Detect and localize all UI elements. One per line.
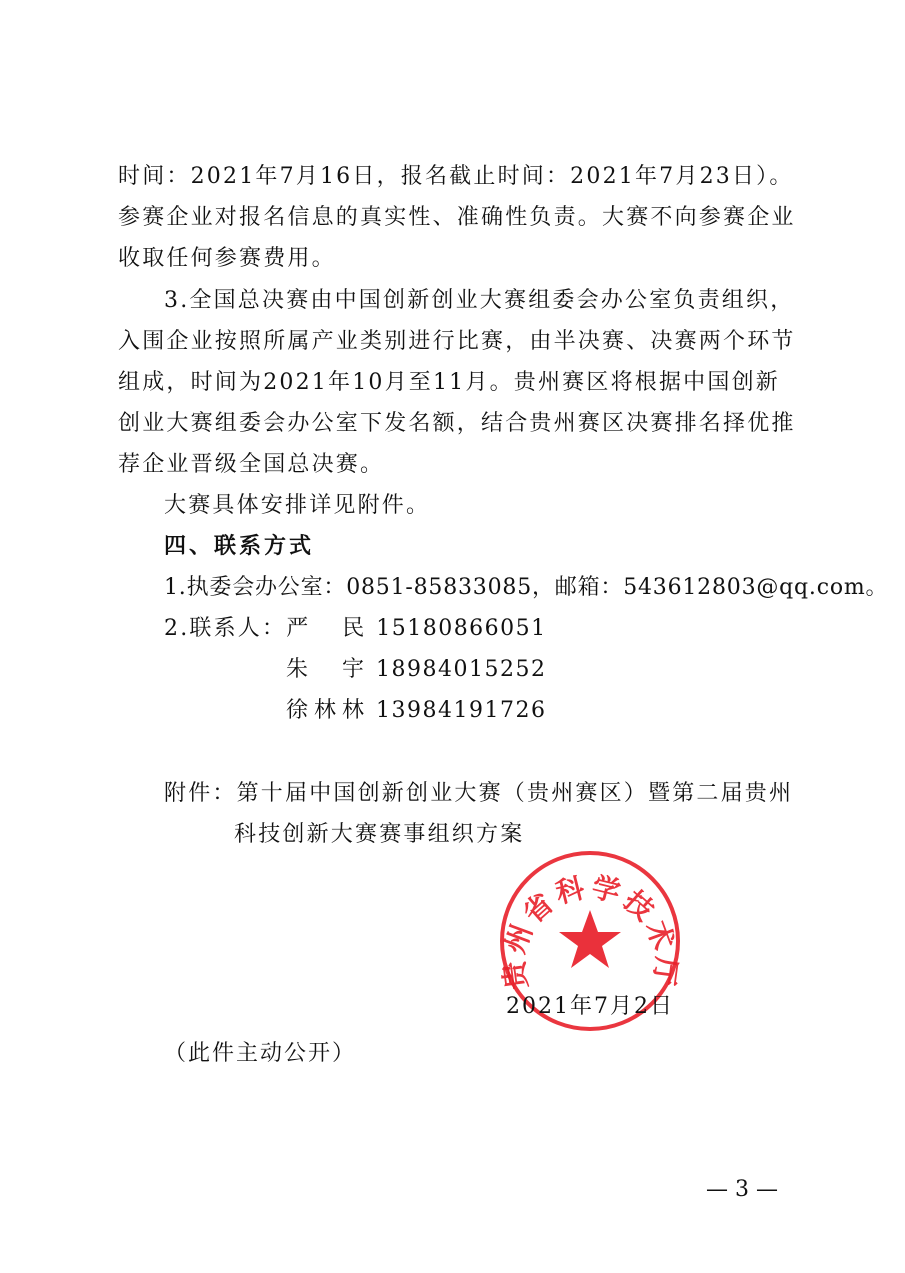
contact-name: 徐林林 bbox=[286, 698, 371, 723]
attachment-line: 科技创新大赛赛事组织方案 bbox=[234, 822, 525, 847]
paragraph-line: 时间：2021年7月16日，报名截止时间：2021年7月23日）。 bbox=[118, 164, 794, 189]
paragraph-line: 参赛企业对报名信息的真实性、准确性负责。大赛不向参赛企业 bbox=[118, 205, 796, 230]
paragraph-line: 组成，时间为2021年10月至11月。贵州赛区将根据中国创新 bbox=[118, 370, 780, 395]
seal-star-icon bbox=[559, 910, 621, 968]
attachment-line: 附件：第十届中国创新创业大赛（贵州赛区）暨第二届贵州 bbox=[164, 781, 794, 806]
contact-row bbox=[286, 656, 546, 684]
disclosure-note: （此件主动公开） bbox=[164, 1041, 357, 1066]
office-contact-line: 1.执委会办公室：0851-85833085，邮箱：543612803@qq.com。 bbox=[164, 575, 889, 600]
contact-row bbox=[164, 615, 547, 643]
section-heading: 四、联系方式 bbox=[164, 534, 315, 559]
contact-name: 朱 宇 bbox=[286, 657, 371, 682]
page-number: — 3 — bbox=[706, 1177, 778, 1202]
paragraph-line: 收取任何参赛费用。 bbox=[118, 246, 336, 271]
contact-row bbox=[286, 697, 546, 725]
paragraph-line: 创业大赛组委会办公室下发名额，结合贵州赛区决赛排名择优推 bbox=[118, 411, 796, 436]
paragraph-line: 3.全国总决赛由中国创新创业大赛组委会办公室负责组织， bbox=[164, 288, 795, 313]
issue-date: 2021年7月2日 bbox=[506, 994, 674, 1019]
contact-name: 严 民 bbox=[286, 616, 371, 641]
paragraph-line: 荐企业晋级全国总决赛。 bbox=[118, 452, 385, 477]
contacts-label: 2.联系人： bbox=[164, 616, 287, 641]
svg-text:贵州省科学技术厅: 贵州省科学技术厅 bbox=[497, 870, 683, 992]
paragraph-line: 大赛具体安排详见附件。 bbox=[164, 493, 431, 518]
paragraph-line: 入围企业按照所属产业类别进行比赛，由半决赛、决赛两个环节 bbox=[118, 329, 796, 354]
contact-phone: 13984191726 bbox=[376, 698, 547, 723]
contact-phone: 15180866051 bbox=[376, 616, 547, 641]
contact-phone: 18984015252 bbox=[376, 657, 547, 682]
